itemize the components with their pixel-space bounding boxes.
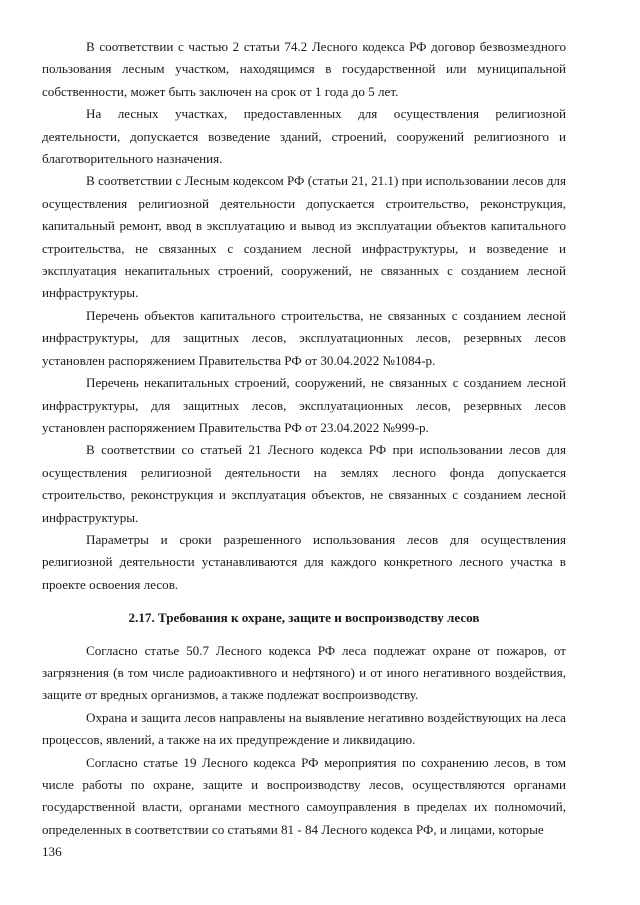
document-body bbox=[42, 36, 566, 841]
paragraph-protection-aims: Охрана и защита лесов направлены на выявление негативно воздействующих на леса процессов, явлений, а также на их предупреждение и ликвидацию. bbox=[42, 709, 566, 748]
paragraph-usage-parameters: Параметры и сроки разрешенного использования лесов для осуществления религиозной деятельности устанавливаются для каждого конкретного лесного участка в проекте освоения лесов. bbox=[42, 531, 566, 592]
paragraph-permitted-construction: В соответствии с Лесным кодексом РФ (статьи 21, 21.1) при использовании лесов для осуществления религиозной деятельности допускается строительство, реконструкция, капитальный ремонт, ввод в эксплуатацию и вывод из эксплуатации объектов капитального строительства, не связанных с созданием лесной инфраструктуры, и возведение и эксплуатация некапитальных строений, сооружений, не связанных с созданием лесной инфраструктуры. bbox=[42, 173, 566, 301]
paragraph-religious-buildings: На лесных участках, предоставленных для осуществления религиозной деятельности, допускается возведение зданий, строений, сооружений религиозного и благотворительного назначения. bbox=[42, 106, 566, 167]
section-heading: 2.17. Требования к охране, защите и воспроизводству лесов bbox=[128, 610, 480, 626]
paragraph-noncapital-objects-list: Перечень некапитальных строений, сооружений, не связанных с созданием лесной инфраструктуры, для защитных лесов, эксплуатационных лесов, резервных лесов установлен распоряжением Правительства РФ от 23.04.2022 №999-р. bbox=[42, 375, 566, 435]
paragraph-article-21: В соответствии со статьей 21 Лесного кодекса РФ при использовании лесов для осуществления религиозной деятельности на землях лесного фонда допускается строительство, реконструкция и эксплуатация объектов, не связанных с созданием лесной инфраструктуры. bbox=[42, 442, 566, 525]
paragraph-article-19: Согласно статье 19 Лесного кодекса РФ мероприятия по сохранению лесов, в том числе работы по охране, защите и воспроизводству лесов, осуществляются органами государственной власти, органами местного самоуправления в пределах их полномочий, определенных в соответствии со статьями 81 - 84 Лесного кодекса РФ, и лицами, которые bbox=[42, 754, 566, 837]
paragraph-capital-objects-list: Перечень объектов капитального строительства, не связанных с созданием лесной инфраструктуры, для защитных лесов, эксплуатационных лесов, резервных лесов установлен распоряжением Правительства РФ от 30.04.2022 №1084-р. bbox=[42, 307, 566, 368]
paragraph-gratuitous-use-term: В соответствии с частью 2 статьи 74.2 Лесного кодекса РФ договор безвозмездного пользования лесным участком, находящимся в государственной или муниципальной собственности, может быть заключен на срок от 1 года до 5 лет. bbox=[42, 39, 566, 99]
paragraph-article-50-7: Согласно статье 50.7 Лесного кодекса РФ леса подлежат охране от пожаров, от загрязнения (в том числе радиоактивного и нефтяного) и от иного негативного воздействия, защите от вредных организмов, а также подлежат воспроизводству. bbox=[42, 642, 566, 703]
page-number: 136 bbox=[42, 844, 62, 859]
